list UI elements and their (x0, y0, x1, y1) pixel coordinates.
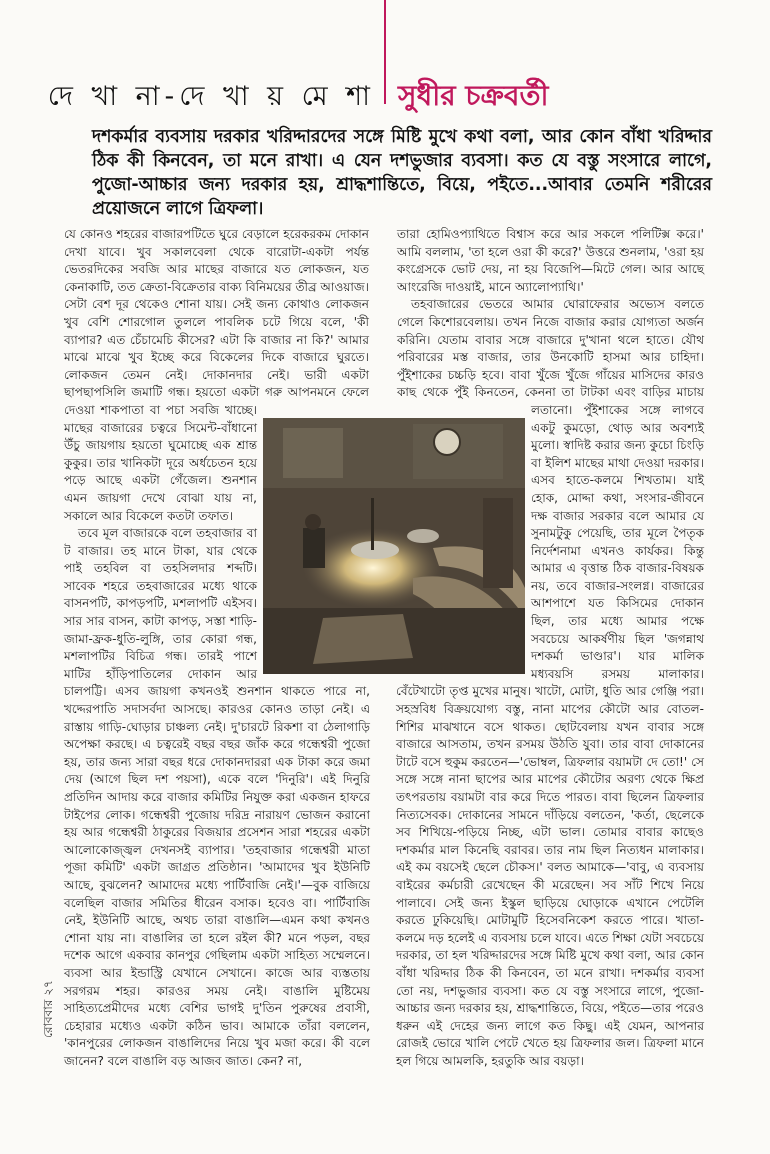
paragraph: তবে মূল বাজারকে বলে তহবাজার বা ট বাজার। তহ মানে টাকা, যার থেকে পাই তহবিল বা তহসিলদার শব্দটি। সাবেক শহরে তহবাজারের মধ্যে থাকে বাসনপটি, কাপড়পটি, মশলাপটি এইসব। সার সার বাসন, কাটা কাপড়, সস্তা শাড়ি-জামা-ফ্রক-ধুতি-লুঙ্গি, তার কোরা গন্ধ, মশলাপটির বিচিত্র গন্ধ। তারই পাশে মাটির হাঁড়িপাতিলের দোকান আর চালপট্টি। এসব জায়গা কখনওই শুনশান থাকতে পারে না, খদ্দেরপাতি সদাসর্বদা আসছে। কারওর কোনও তাড়া নেই। এ রাস্তায় গাড়ি-ঘোড়ার চাঞ্চল্য নেই। দু'চারটে রিকশা বা ঠেলাগাড়ি অপেক্ষা করছে। এ চত্বরেই বছর বছর জাঁক করে গন্ধেশ্বরী পুজো হয়, তার জন্য সারা বছর ধরে দোকানদাররা এক টাকা করে জমা দেয় (আগে ছিল দশ পয়সা), একে বলে 'দিনুরি'। এই দিনুরি প্রতিদিন আদায় করে বাজার কমিটির নিযুক্ত করা একজন হাফরে টাইপের লোক। গন্ধেশ্বরী পুজোয় দরিদ্র নারায়ণ ভোজন করানো হয় আর গন্ধেশ্বরী ঠাকুরের বিজয়ার প্রসেশন সারা শহরের একটা আলোকোজ্জ্বল দেখনসই ব্যাপার। 'তহবাজার গন্ধেশ্বরী মাতা পূজা কমিটি' একটা জাগ্রত প্রতিষ্ঠান। 'আমাদের খুব ইউনিটি আছে, বুঝলেন? আমাদের মধ্যে পার্টিবাজি নেই।'—বুক বাজিয়ে বলেছিল বাজার সমিতির ধীরেন বসাক। হবেও বা। পার্টিবাজি নেই, ইউনিটি আছে, অথচ তারা বাঙালি—এমন কথা কখনও শোনা যায় না। বাঙালির তা হলে রইল কী? মনে পড়ল, বছর দশেক আগে একবার কানপুর গেছিলাম একটা সাহিত্য সম্মেলনে। ব্যবসা আর ইন্ডাস্ট্রি যেখানে সেখানে। কাজে আর ব্যস্ততায় সরগরম শহর। কারওর সময় নেই। বাঙালি মুষ্টিমেয় সাহিত্যপ্রেমীদের মধ্যে বেশির ভাগই দু'তিন পুরুষের প্রবাসী, চেহারার মধ্যেও একটা কঠিন ভাব। আমাকে তাঁরা বললেন, 'কানপুরের লোকজন বাঙালিদের নিয়ে খুব মজা করে। কী বলে জানেন? বলে বাঙালি বড় আজব জাত। কেন? না, (64, 526, 370, 1068)
author-name: সুধীর চক্রবর্তী (398, 79, 549, 112)
article-column-2 (396, 226, 704, 1071)
article-header (0, 0, 770, 120)
magazine-name: রোববার (41, 999, 55, 1038)
paragraph: তারা হোমিওপ্যাথিতে বিশ্বাস করে আর সকলে পলিটিক্স করে।' আমি বললাম, 'তা হলে ওরা কী করে?' উত্তরে শুনলাম, 'ওরা হয় কংগ্রেসকে ভোট দেয়, না হয় বিজেপি—মিটে গেল। আর আছে আংরেজি দাওয়াই, মানে অ্যালোপ্যাথি।' (397, 227, 704, 294)
standfirst: দশকর্মার ব্যবসায় দরকার খরিদ্দারদের সঙ্গে মিষ্টি মুখে কথা বলা, আর কোন বাঁধা খরিদ্দার ঠিক কী কিনবেন, তা মনে রাখা। এ যেন দশভুজার ব্যবসা। কত যে বস্তু সংসারে লাগে, পুজো-আচ্চার জন্য দরকার হয়, শ্রাদ্ধশান্তিতে, বিয়ে, পইতে...আবার তেমনি শরীরের প্রয়োজনে লাগে ত্রিফলা। (92, 127, 712, 219)
header-divider (384, 0, 386, 104)
page-footer (40, 980, 60, 1038)
page-number: ২৭ (41, 980, 55, 996)
article-column-1 (64, 226, 370, 1071)
photo-wrap-spacer (257, 418, 370, 678)
paragraph: তহবাজারের ভেতরে আমার ঘোরাফেরার অভ্যেস বলতে গেলে কিশোরবেলায়। তখন নিজে বাজার করার যোগ্যতা অর্জন করিনি। যেতাম বাবার সঙ্গে বাজারে দু'খানা থলে হাতে। যৌথ পরিবারের মস্ত বাজার, তার উনকোটি হাসমা আর চাহিদা। পুঁইশাকের চচ্চড়ি হবে। বাবা খুঁজে খুঁজে গাঁয়ের মাসিদের কারও কাছ থেকে পুঁই কিনতেন, কেননা তা টাটকা এবং বাড়ির মাচায় লতানো। পুঁইশাকের সঙ্গে লাগবে একটু কুমড়ো, থোড় আর অবশ্যই মুলো। স্বাদিষ্ট করার জন্য কুচো চিংড়ি বা ইলিশ মাছের মাথা দেওয়া দরকার। এসব হাতে-কলমে শিখতাম। যাই হোক, মোদ্দা কথা, সংসার-জীবনে দক্ষ বাজার সরকার বলে আমার যে সুনামটুকু পেয়েছি, তার মূলে পৈতৃক নির্দেশনামা এখনও কার্যকর। কিন্তু আমার এ বৃত্তান্ত ঠিক বাজার-বিষয়ক নয়, তবে বাজার-সংলগ্ন। বাজারের আশপাশে যত কিসিমের দোকান ছিল, তার মধ্যে আমার পক্ষে সবচেয়ে আকর্ষণীয় ছিল 'জগন্নাথ দশকর্মা ভাণ্ডার'। যার মালিক মধ্যবয়সি রসময় মালাকার। বেঁটেখাটো তৃপ্ত মুখের মানুষ। খাটো, মোটা, ধুতি আর গেঞ্জি পরা। সহস্রবিধ বিক্রয়যোগ্য বস্তু, নানা মাপের কৌটো আর বোতল-শিশির মাঝখানে বসে থাকত। ছোটবেলায় যখন বাবার সঙ্গে বাজারে আসতাম, তখন রসময় উঠতি যুবা। তার বাবা দোকানের টাটে বসে হুকুম করতেন—'ভোম্বল, ত্রিফলার বয়ামটা দে তো!' সে সঙ্গে সঙ্গে নানা ছাপের আর মাপের কৌটোর অরণ্য থেকে ক্ষিপ্র তৎপরতায় বয়ামটা বার করে দিতে পারত। বাবা ছিলেন ত্রিফলার নিত্যসেবক। দোকানের সামনে দাঁড়িয়ে বলতেন, 'কর্তা, ছেলেকে সব শিখিয়ে-পড়িয়ে নিচ্ছ, এটা ভাল। তোমার বাবার কাছেও দশকর্মার মাল কিনেছি বরাবর। তার নাম ছিল নিত্যধন মালাকার। এই কম বয়সেই ছেলে চৌকস।' বলত আমাকে—'বাবু, এ ব্যবসায় বাইরের কর্মচারী রেখেছেন কী মরেছেন। সব সাঁট শিখে নিয়ে পালাবে। সেই জন্য ইস্কুল ছাড়িয়ে ঘোড়াকে এখানে পেটেলি করতে ঢুকিয়েছি। মোটামুটি হিসেবনিকেশ করতে পারে। খাতা-কলমে দড় হলেই এ ব্যবসায় চলে যাবে। এতে শিক্ষা যেটা সবচেয়ে দরকার, তা হল খরিদ্দারদের সঙ্গে মিষ্টি মুখে কথা বলা, আর কোন বাঁধা খরিদ্দার ঠিক কী কিনবেন, তা মনে রাখা। দশকর্মার ব্যবসা তো নয়, দশভুজার ব্যবসা। কত যে বস্তু সংসারে লাগে, পুজো-আচ্চার জন্য দরকার হয়, শ্রাদ্ধশান্তিতে, বিয়ে, পইতে—তার পরেও ধরুন এই দেহের জন্য লাগে কত কিছু। এই যেমন, আপনার রোজই ভোরে খালি পেটে খেতে হয় ত্রিফলার জল। ত্রিফলা মানে হল গিয়ে আমলকি, হরতুকি আর বয়ড়া। (396, 297, 704, 1068)
photo-wrap-spacer (396, 418, 531, 678)
paragraph: যে কোনও শহরের বাজারপটিতে ঘুরে বেড়ালে হরেকরকম দোকান দেখা যাবে। খুব সকালবেলা থেকে বারোটা-একটা পর্যন্ত ভেতরদিকের সবজি আর মাছের বাজারে যত লোকজন, যত কেনাকাটি, তত ক্রেতা-বিক্রেতার বাক্য বিনিময়ের তীব্র আওয়াজ। সেটা বেশ দূর থেকেও শোনা যায়। সেই জন্য কোথাও লোকজন খুব বেশি শোরগোল তুললে পাবলিক চটে গিয়ে বলে, 'কী ব্যাপার? এত চেঁচামেচি কীসের? এটা কি বাজার না কি?' আমার মাঝে মাঝে খুব ইচ্ছে করে বিকেলের দিকে বাজারে ঘুরতে। লোকজন তেমন নেই। দোকানদার নেই। ভারী একটা ছাপছাপসিলি জমাটি গন্ধ। হয়তো একটা গরু আপনমনে ফেলে দেওয়া শাকপাতা বা পচা সবজি খাচ্ছে। মাছের বাজারের চত্বরে সিমেন্ট-বাঁধানো উঁচু জায়গায় হয়তো ঘুমোচ্ছে এক শ্রান্ত কুকুর। তার খানিকটা দূরে অর্ধচেতন হয়ে পড়ে আছে একটা গেঁজেল। শুনশান এমন জায়গা দেখে বোঝা যায় না, সকালে আর বিকেলে কতটা তফাত। (64, 227, 369, 523)
series-title: দে খা না-দে খা য় মে শা (47, 81, 375, 112)
photo-wrap-offset (369, 226, 370, 418)
